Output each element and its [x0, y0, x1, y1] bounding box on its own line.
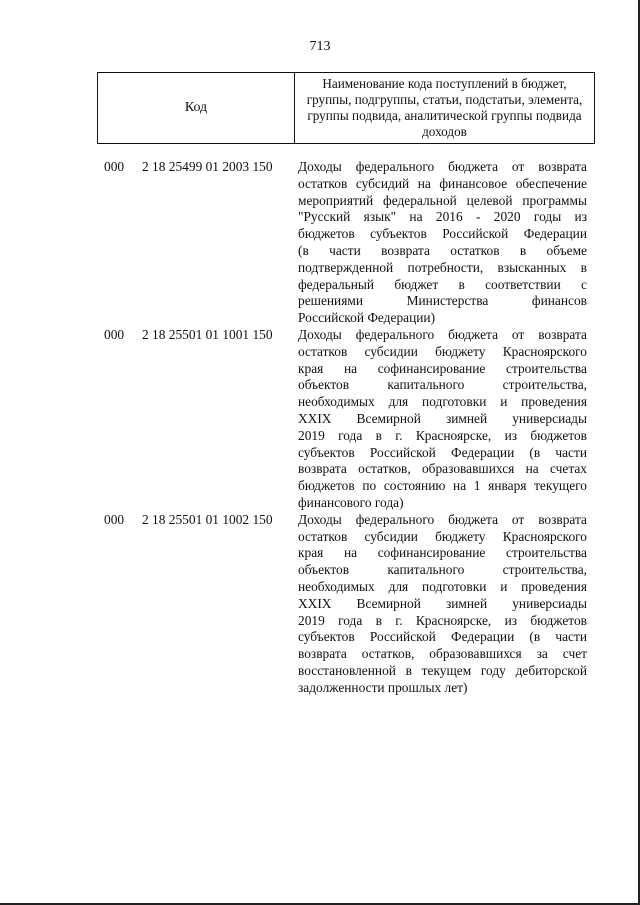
description-line: необходимых для подготовки и проведения: [298, 394, 587, 410]
table-row: [0, 327, 640, 512]
row-admin-code: 000: [104, 159, 125, 174]
description-line: объектов капитального строительства,: [298, 562, 587, 578]
description-line: необходимых для подготовки и проведения: [298, 578, 587, 594]
description-line: задолженности прошлых лет): [298, 679, 468, 695]
description-line: субъектов Российской Федерации (в части: [298, 444, 587, 460]
table-row: [0, 512, 640, 697]
description-line: мероприятий федеральной целевой программы: [298, 192, 587, 208]
description-line: Доходы федерального бюджета от возврата: [298, 326, 587, 342]
table-body: [0, 159, 640, 697]
row-description: [298, 512, 587, 697]
table-row: [0, 159, 640, 327]
row-admin-code: 000: [104, 511, 125, 527]
description-line: бюджетов субъектов Российской Федерации: [298, 226, 587, 242]
description-line: финансового года): [298, 494, 404, 510]
row-revenue-code: 2 18 25501 01 1001 150: [142, 326, 273, 342]
description-line: 2019 года в г. Красноярске, из бюджетов: [298, 427, 587, 443]
description-line: объектов капитального строительства,: [298, 377, 587, 393]
description-line: Доходы федерального бюджета от возврата: [298, 511, 587, 527]
description-line: Доходы федерального бюджета от возврата: [298, 159, 587, 174]
description-line: края на софинансирование строительства: [298, 360, 587, 376]
page-number: 713: [309, 39, 331, 54]
description-line: остатков субсидии бюджету Красноярского: [298, 343, 587, 359]
description-line: XXIX Всемирной зимней универсиады: [298, 410, 587, 426]
row-admin-code: 000: [104, 326, 125, 342]
description-line: "Русский язык" на 2016 - 2020 годы из: [298, 209, 587, 225]
row-description: [298, 159, 587, 327]
description-line: подтвержденной потребности, взысканных в: [298, 259, 587, 275]
header-code-column: Код: [98, 73, 295, 143]
description-line: Российской Федерации): [298, 310, 436, 326]
description-line: возврата остатков, образовавшихся на счетах: [298, 461, 587, 477]
row-description: [298, 327, 587, 512]
description-line: (в части возврата остатков в объеме: [298, 242, 587, 258]
description-line: остатков субсидии бюджету Красноярского: [298, 528, 587, 544]
header-name-column: Наименование кода поступлений в бюджет, группы, подгруппы, статьи, подстатьи, элемента, группы подвида, аналитической группы подвида доходов: [306, 76, 583, 139]
table-header: [97, 72, 595, 144]
description-line: бюджетов по состоянию на 1 января текущего: [298, 478, 587, 494]
description-line: решениями Министерства финансов: [298, 293, 587, 309]
description-line: возврата остатков, образовавшихся за счет: [298, 646, 587, 662]
description-line: 2019 года в г. Красноярске, из бюджетов: [298, 612, 587, 628]
description-line: федеральный бюджет в соответствии с: [298, 276, 587, 292]
description-line: восстановленной в текущем году дебиторской: [298, 662, 587, 678]
description-line: остатков субсидий на финансовое обеспечение: [298, 175, 587, 191]
description-line: края на софинансирование строительства: [298, 545, 587, 561]
row-revenue-code: 2 18 25501 01 1002 150: [142, 511, 273, 527]
description-line: субъектов Российской Федерации (в части: [298, 629, 587, 645]
description-line: XXIX Всемирной зимней универсиады: [298, 595, 587, 611]
row-revenue-code: 2 18 25499 01 2003 150: [142, 159, 273, 174]
